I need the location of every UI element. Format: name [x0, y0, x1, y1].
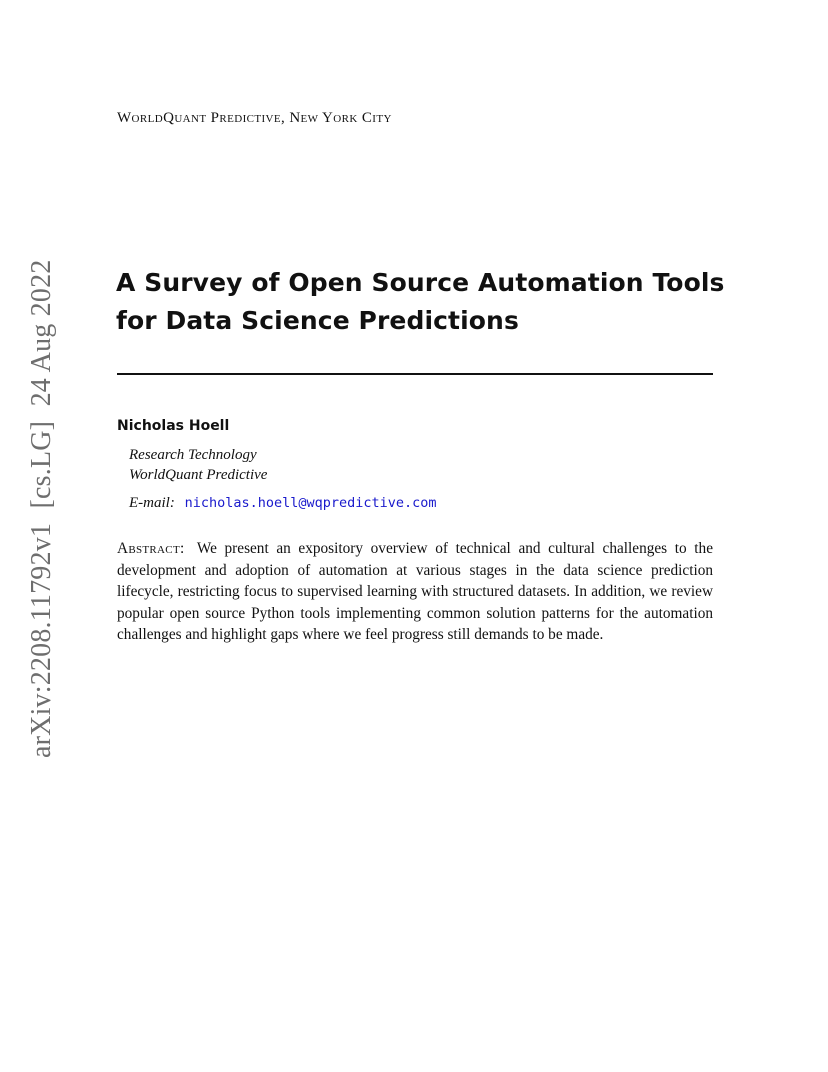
header-affiliation: WorldQuant Predictive, New York City	[117, 110, 392, 126]
abstract-text: We present an expository overview of technical and cultural challenges to the development and adoption of automation at various stages in the data science prediction lifecycle, restricting focus to supervised learning with structured datasets. In addition, we review popular open source Python tools implementing common solution patterns for the automation challenges and highlight gaps where we feel progress still demands to be made.	[117, 540, 713, 644]
paper-title	[116, 264, 756, 340]
email-label: E-mail:	[129, 495, 175, 511]
author-department: Research Technology	[129, 447, 257, 463]
author-name: Nicholas Hoell	[117, 418, 230, 434]
title-rule	[117, 373, 713, 375]
email-link[interactable]: nicholas.hoell@wqpredictive.com	[184, 495, 437, 511]
title-line-1: A Survey of Open Source Automation Tools	[116, 268, 725, 297]
arxiv-identifier: arXiv:2208.11792v1 [cs.LG] 24 Aug 2022	[26, 259, 57, 758]
author-organization: WorldQuant Predictive	[129, 467, 268, 483]
title-line-2: for Data Science Predictions	[116, 306, 519, 335]
author-affiliation	[129, 445, 267, 485]
abstract	[117, 538, 713, 646]
abstract-label: Abstract:	[117, 540, 185, 557]
author-email	[129, 495, 437, 512]
